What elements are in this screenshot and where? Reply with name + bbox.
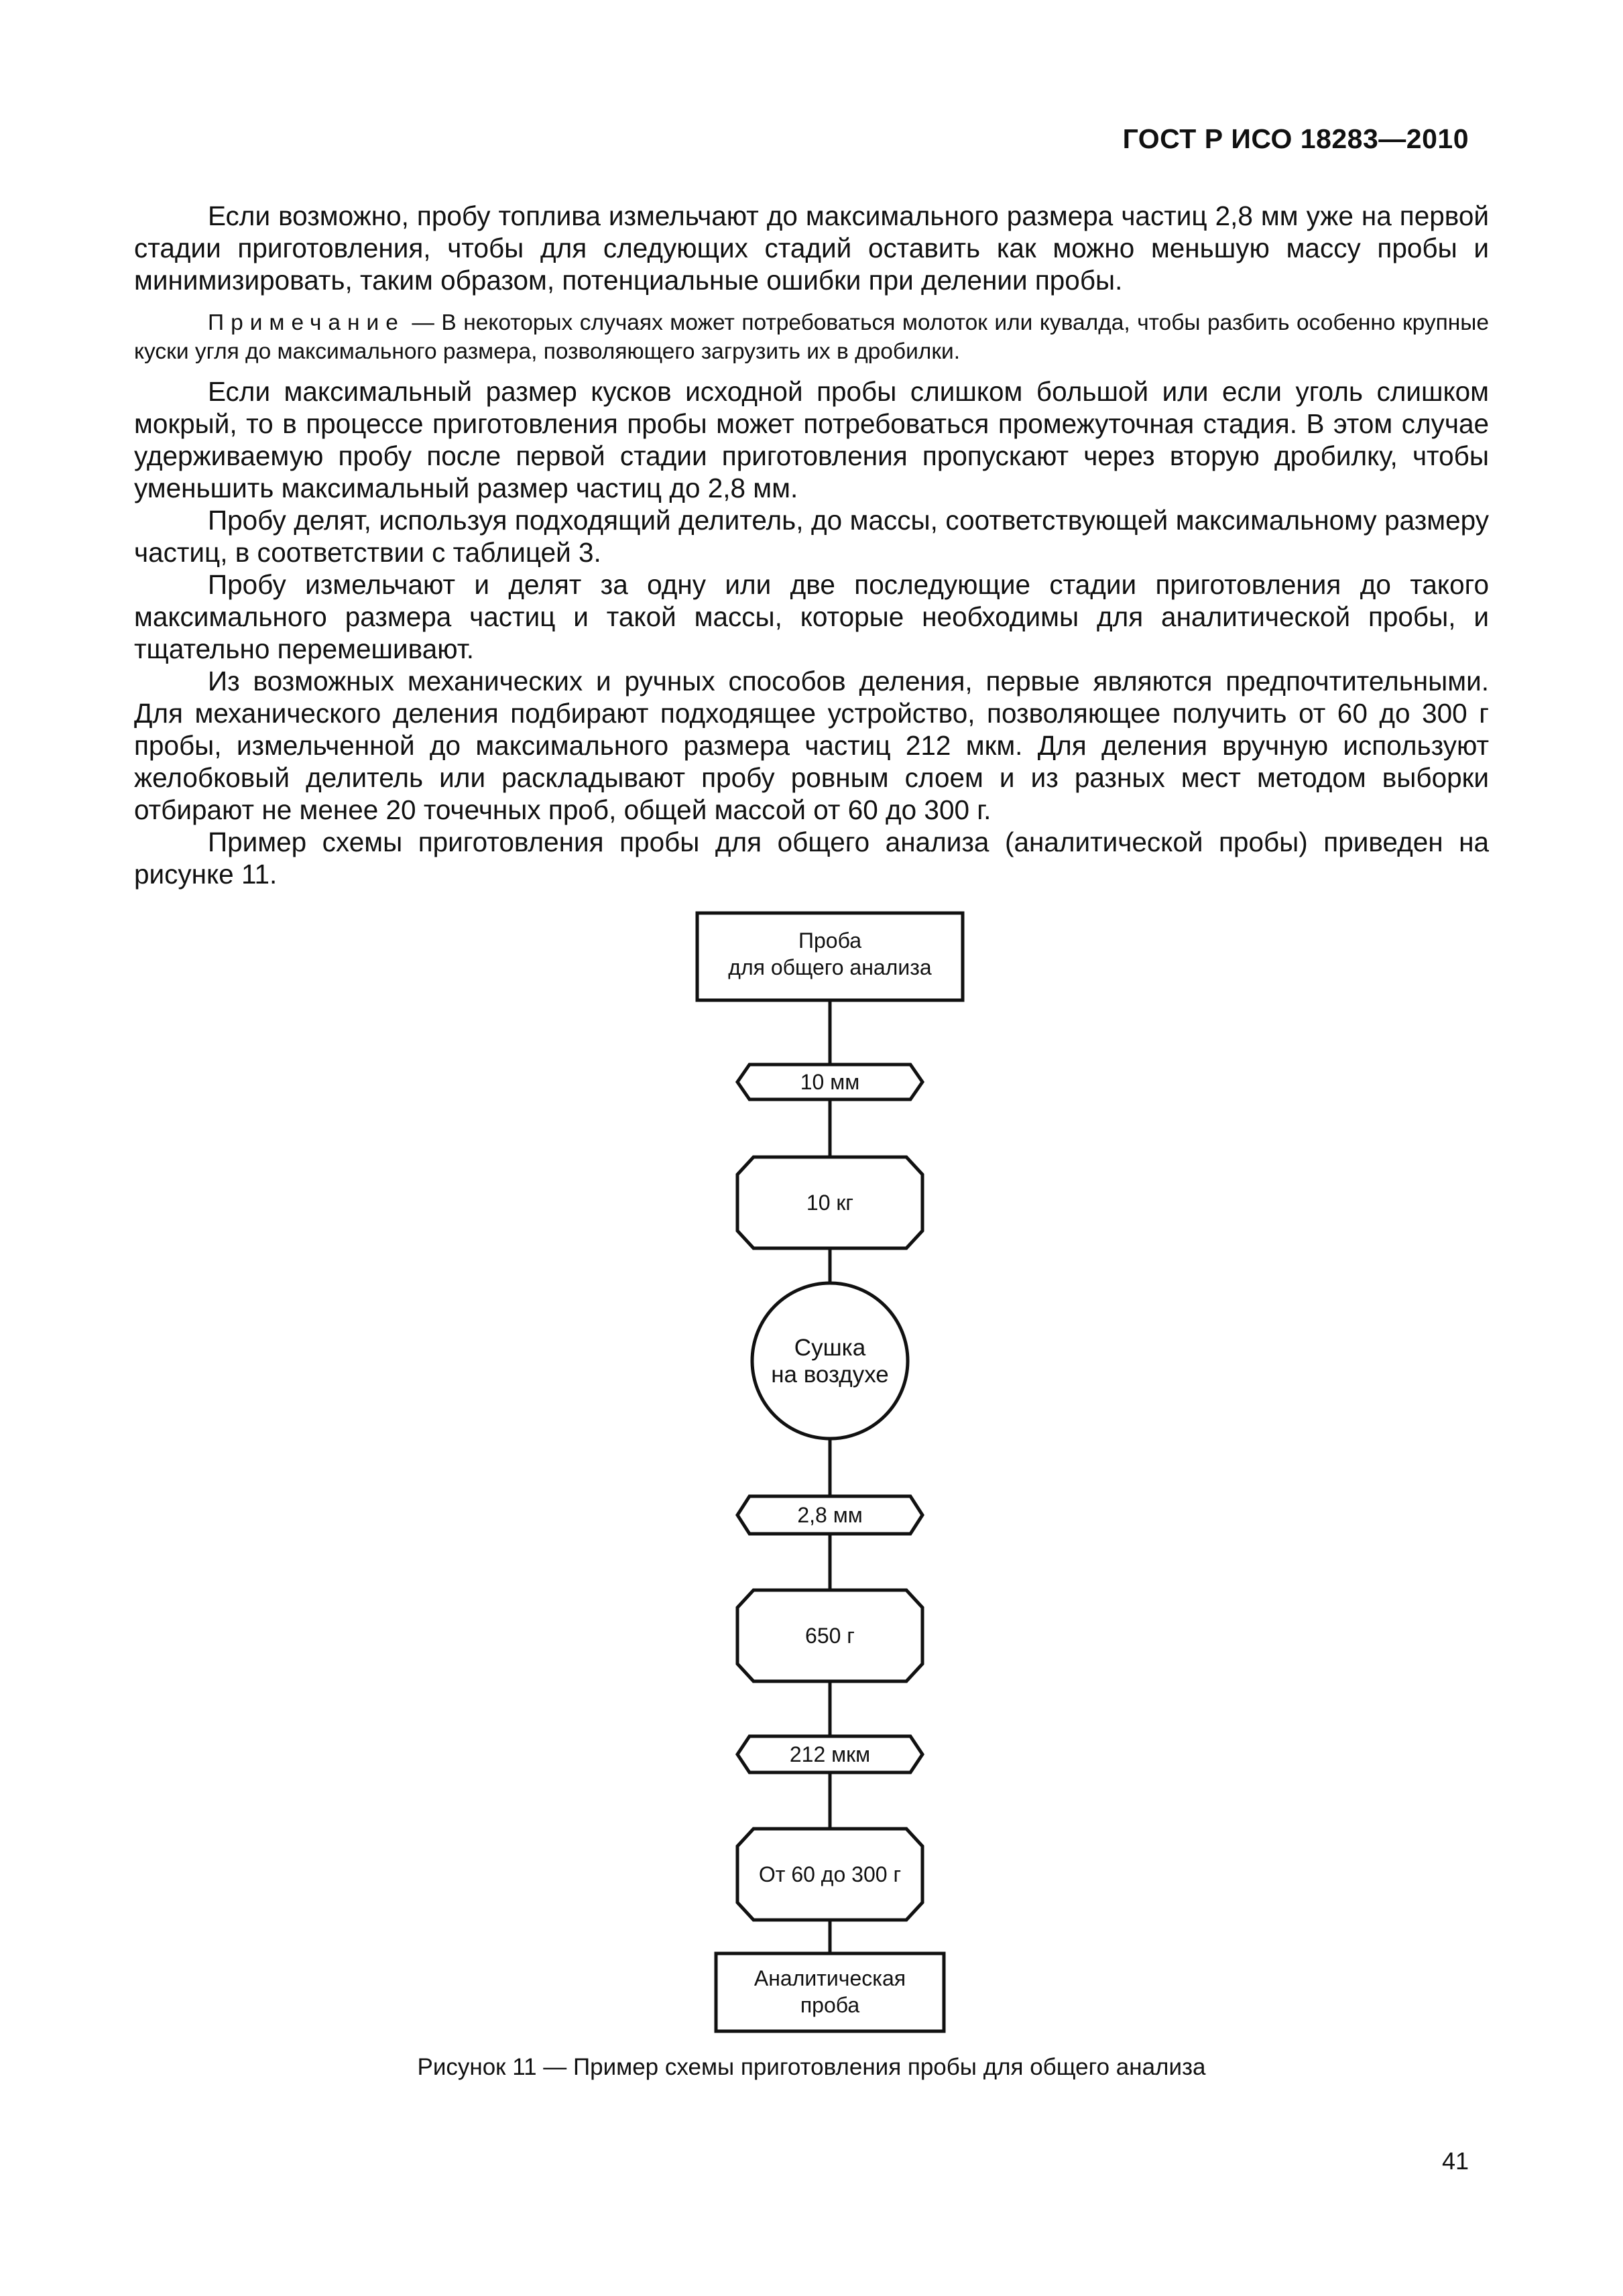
start-label-line1: Проба	[798, 928, 861, 953]
start-label-line2: для общего анализа	[728, 955, 932, 979]
paragraph: Из возможных механических и ручных способов деления, первые являются предпочтительными. Для механического деления подбирают подходящее устройство, позволяющее получить от 60 до 300 г пробы, измельченной до максимального размера частиц 212 мкм. Для деления вручную используют желобковый делитель или раскладывают пробу ровным слоем и из разных мест методом выборки отбирают не менее 20 точечных проб, общей массой от 60 до 300 г.	[134, 666, 1489, 825]
page-number: 41	[1441, 2147, 1469, 2175]
document-header: ГОСТ Р ИСО 18283—2010	[1122, 123, 1469, 154]
mass-label-2: 650 г	[805, 1624, 855, 1648]
size-label-2: 2,8 мм	[797, 1503, 863, 1527]
drying-label-line1: Сушка	[794, 1335, 866, 1361]
size-label-3: 212 мкм	[789, 1742, 871, 1766]
size-label-1: 10 мм	[800, 1070, 860, 1094]
mass-label-1: 10 кг	[806, 1191, 854, 1215]
paragraph: Пробу делят, используя подходящий делитель, до массы, соответствующей максимальному размеру частиц, в соответствии с таблицей 3.	[134, 505, 1489, 568]
paragraph: Пробу измельчают и делят за одну или две последующие стадии приготовления до такого максимального размера частиц и такой массы, которые необходимы для аналитической пробы, и тщательно перемешивают.	[134, 569, 1489, 664]
note-text: — В некоторых случаях может потребоваться молоток или кувалда, чтобы разбить особенно крупные куски угля до максимального размера, позволяющего загрузить их в дробилки.	[134, 310, 1489, 364]
end-box	[716, 1953, 944, 2031]
paragraph: Если возможно, пробу топлива измельчают до максимального размера частиц 2,8 мм уже на первой стадии приготовления, чтобы для следующих стадий оставить как можно меньшую массу пробы и минимизировать, таким образом, потенциальные ошибки при делении пробы.	[134, 200, 1489, 296]
end-label-line1: Аналитическая	[754, 1966, 906, 1990]
figure-caption: Рисунок 11 — Пример схемы приготовления пробы для общего анализа	[417, 2054, 1206, 2080]
mass-label-3: От 60 до 300 г	[758, 1862, 902, 1886]
paragraph: Если максимальный размер кусков исходной пробы слишком большой или если уголь слишком мокрый, то в процессе приготовления пробы может потребоваться промежуточная стадия. В этом случае удерживаемую пробу после первой стадии приготовления пропускают через вторую дробилку, чтобы уменьшить максимальный размер частиц до 2,8 мм.	[134, 376, 1489, 503]
paragraph: Пример схемы приготовления пробы для общего анализа (аналитической пробы) приведен на рисунке 11.	[134, 827, 1489, 890]
drying-label-line2: на воздухе	[771, 1362, 889, 1388]
end-label-line2: проба	[800, 1993, 860, 2017]
drying-circle	[752, 1283, 908, 1439]
note-label: Примечание	[208, 310, 405, 335]
